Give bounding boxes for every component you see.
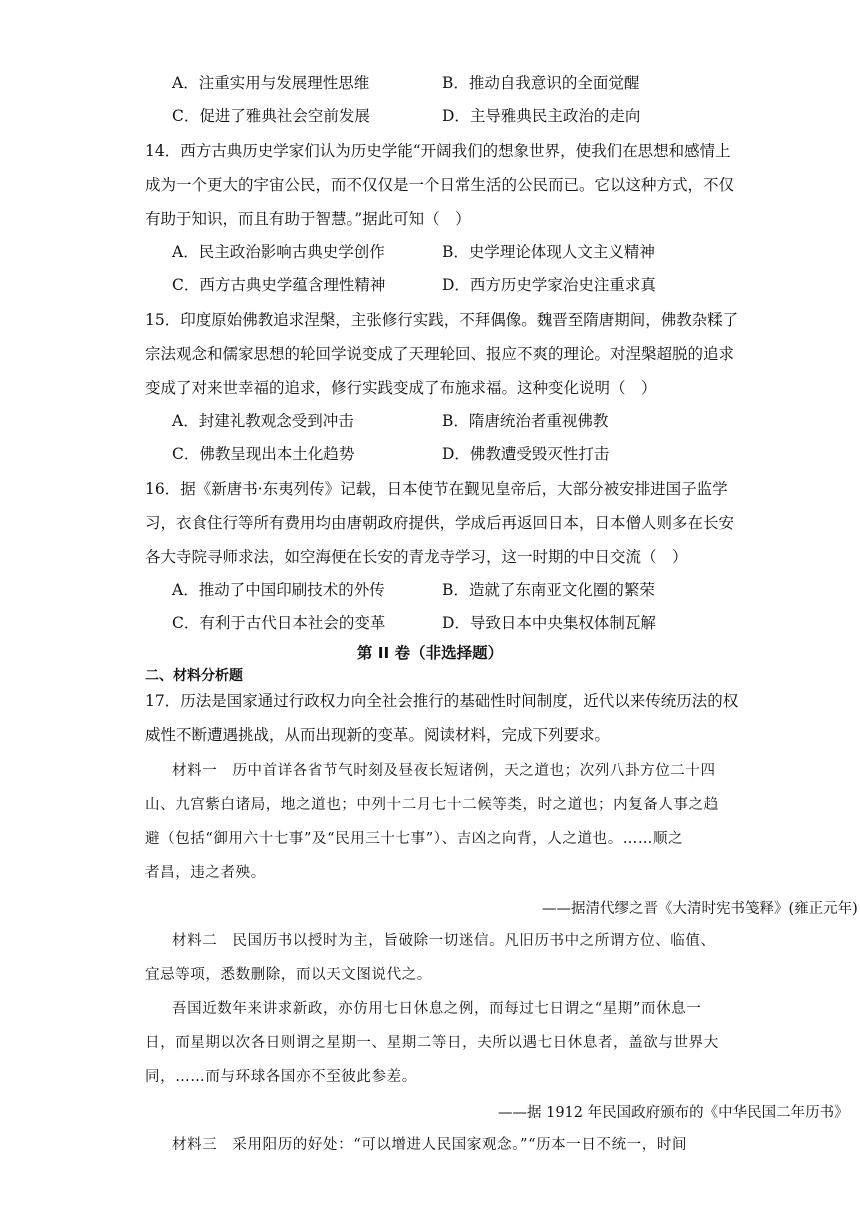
q14-stem-line-2: 成为一个更大的宇宙公民，而不仅仅是一个日常生活的公民而已。它以这种方式，不仅: [145, 176, 735, 194]
material1-line-1: 材料一 历中首详各省节气时刻及昼夜长短诸例，天之道也；次列八卦方位二十四: [172, 763, 716, 779]
material3-line-1: 材料三 采用阳历的好处：“可以增进人民国家观念。”“历本一日不统一，时间: [172, 1137, 688, 1153]
material2-line-1: 材料二 民国历书以授时为主，旨破除一切迷信。凡旧历书中之所谓方位、临值、: [172, 933, 716, 949]
q16-stem-line-3: 各大寺院寻师求法，如空海便在长安的青龙寺学习，这一时期的中日交流（ ）: [145, 548, 688, 566]
material2-line-4: 日，而星期以次各日则谓之星期一、星期二等日，夫所以遇七日休息者，盖欲与世界大: [145, 1035, 719, 1051]
q13-option-b: B．推动自我意识的全面觉醒: [442, 74, 640, 92]
q13-option-c: C．促进了雅典社会空前发展: [172, 107, 370, 125]
q15-option-b: B．隋唐统治者重视佛教: [442, 412, 609, 430]
material2-source: ——据 1912 年民国政府颁布的《中华民国二年历书》: [498, 1105, 849, 1121]
q14-option-c: C．西方古典史学蕴含理性精神: [172, 276, 386, 294]
q14-stem-line-1: 14．西方古典历史学家们认为历史学能“开阔我们的想象世界，使我们在思想和感情上: [145, 142, 731, 160]
q13-option-d: D．主导雅典民主政治的走向: [442, 107, 641, 125]
q14-stem-line-3: 有助于知识，而且有助于智慧。”据此可知（ ）: [145, 210, 471, 228]
material2-line-5: 同，……而与环球各国亦不至彼此参差。: [145, 1069, 417, 1085]
q15-option-d: D．佛教遭受毁灭性打击: [442, 445, 610, 463]
material1-source: ——据清代缪之晋《大清时宪书笺释》(雍正元年): [542, 901, 858, 917]
q15-stem-line-2: 宗法观念和儒家思想的轮回学说变成了天理轮回、报应不爽的理论。对涅槃超脱的追求: [145, 345, 735, 363]
material2-line-2: 宜忌等项，悉数删除，而以天文图说代之。: [145, 967, 432, 983]
q15-stem-line-3: 变成了对来世幸福的追求，修行实践变成了布施求福。这种变化说明（ ）: [145, 379, 657, 397]
material2-line-3: 吾国近数年来讲求新政，亦仿用七日休息之例，而每过七日谓之“星期”而休息一: [172, 1001, 702, 1017]
q16-option-c: C．有利于古代日本社会的变革: [172, 614, 386, 632]
q14-option-a: A．民主政治影响古典史学创作: [172, 243, 385, 261]
q16-stem-line-2: 习，衣食住行等所有费用均由唐朝政府提供，学成后再返回日本，日本僧人则多在长安: [145, 514, 735, 532]
q14-option-b: B．史学理论体现人文主义精神: [442, 243, 655, 261]
q15-stem-line-1: 15．印度原始佛教追求涅槃，主张修行实践，不拜偶像。魏晋至隋唐期间，佛教杂糅了: [145, 311, 739, 329]
material1-line-2: 山、九宫紫白诸局，地之道也；中列十二月七十二候等类，时之道也；内复备人事之趋: [145, 797, 719, 813]
q13-option-a: A．注重实用与发展理性思维: [172, 74, 370, 92]
q16-option-b: B．造就了东南亚文化圈的繁荣: [442, 581, 655, 599]
section-heading: 二、材料分析题: [145, 668, 243, 684]
material1-line-3: 避（包括“御用六十七事”及“民用三十七事”）、吉凶之向背，人之道也。……顺之: [145, 831, 684, 847]
material1-line-4: 者昌，违之者殃。: [145, 865, 266, 881]
q17-stem-line-1: 17．历法是国家通过行政权力向全社会推行的基础性时间制度，近代以来传统历法的权: [145, 692, 739, 710]
q17-stem-line-2: 威性不断遭遇挑战，从而出现新的变革。阅读材料，完成下列要求。: [145, 726, 611, 744]
q16-stem-line-1: 16．据《新唐书·东夷列传》记载，日本使节在觐见皇帝后，大部分被安排进国子监学: [145, 480, 728, 498]
q15-option-a: A．封建礼教观念受到冲击: [172, 412, 354, 430]
q15-option-c: C．佛教呈现出本土化趋势: [172, 445, 355, 463]
q16-option-d: D．导致日本中央集权体制瓦解: [442, 614, 656, 632]
q14-option-d: D．西方历史学家治史注重求真: [442, 276, 656, 294]
q16-option-a: A．推动了中国印刷技术的外传: [172, 581, 385, 599]
section-title: 第 II 卷（非选择题）: [356, 644, 504, 662]
